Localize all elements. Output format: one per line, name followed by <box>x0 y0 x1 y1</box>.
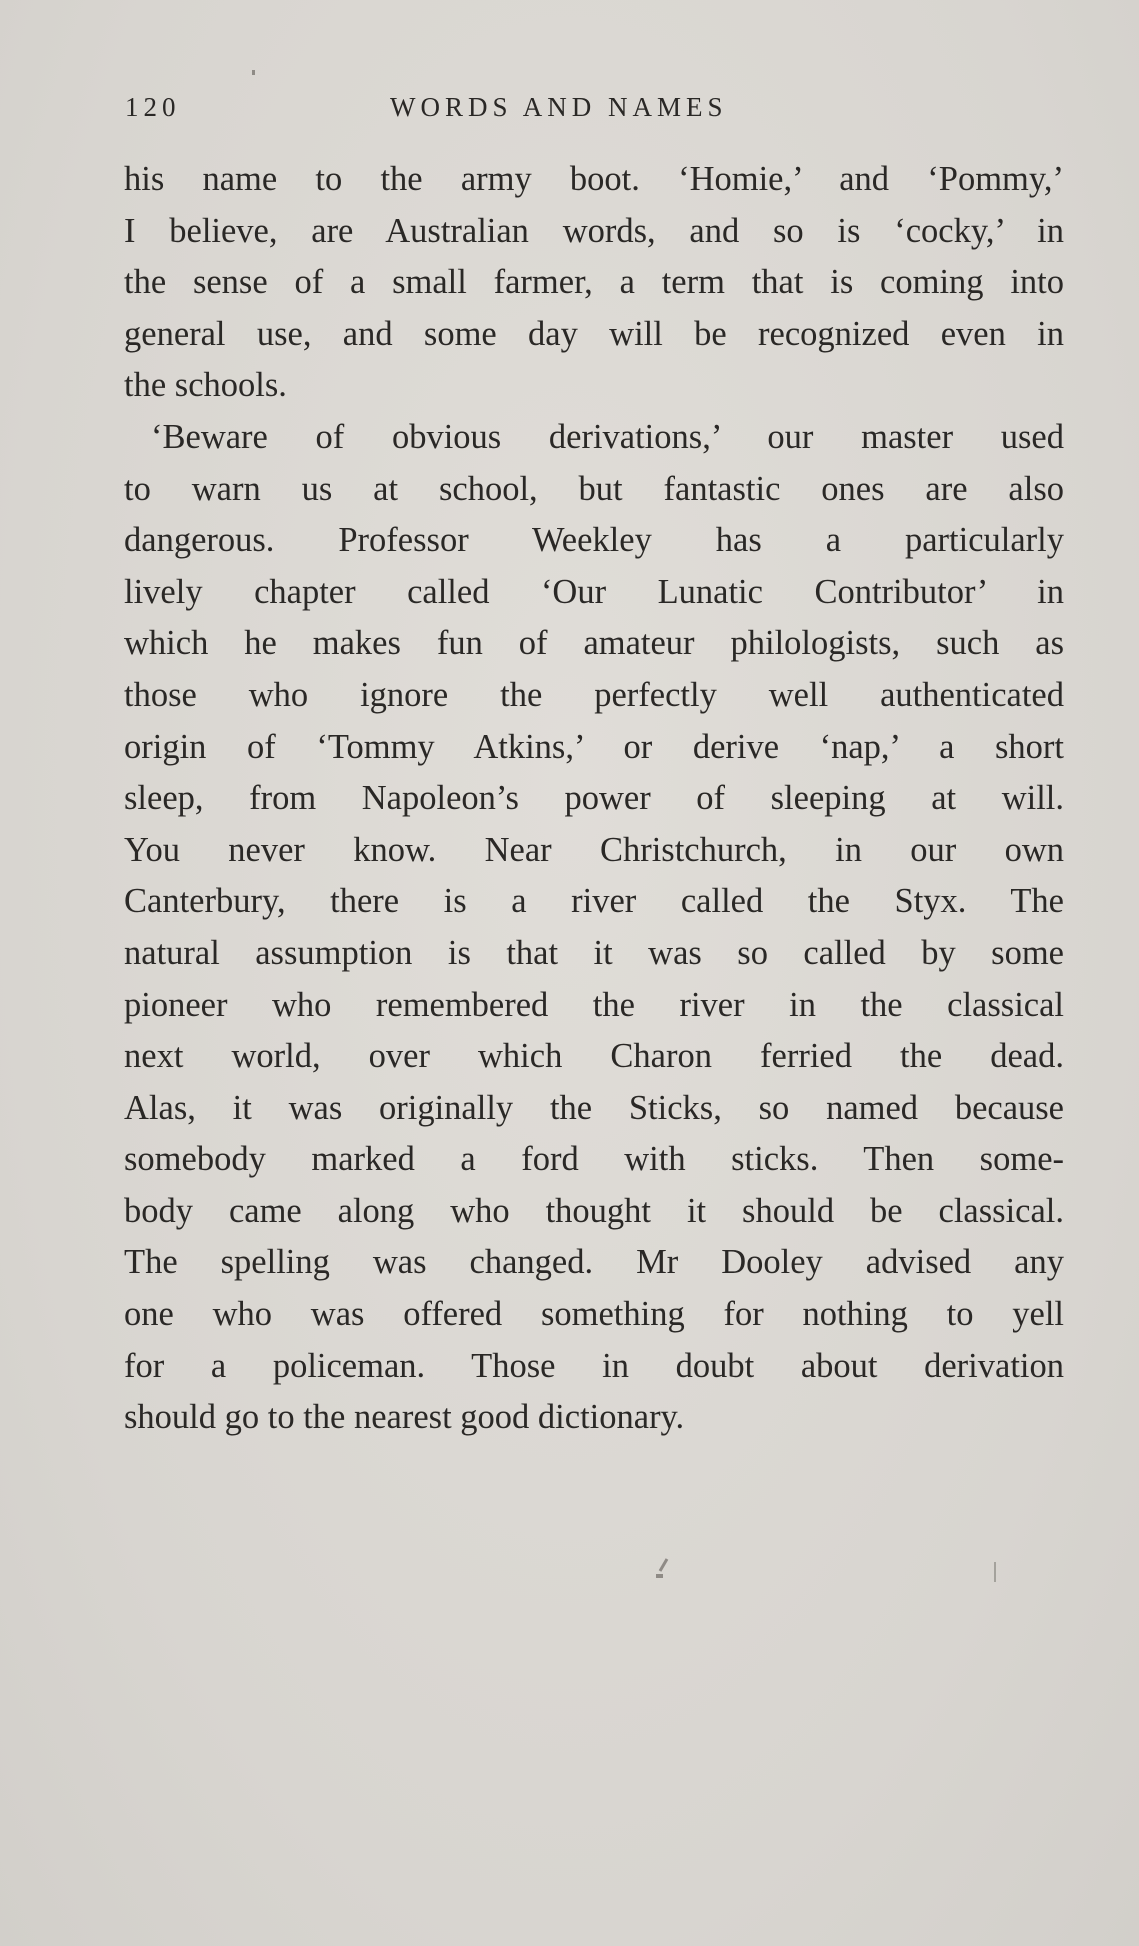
body-text <box>124 154 1064 1444</box>
paper-speck <box>659 1558 669 1572</box>
running-title: WORDS AND NAMES <box>390 92 728 122</box>
text-line: ‘Beware of obvious derivations,’ our master used <box>151 417 1064 456</box>
text-line: general use, and some day will be recognized even in <box>124 314 1064 353</box>
text-line: I believe, are Australian words, and so is ‘cocky,’ in <box>124 211 1064 250</box>
running-head <box>125 92 815 126</box>
text-line: the sense of a small farmer, a term that is coming into <box>124 263 1064 302</box>
text-line: those who ignore the perfectly well authenticated <box>124 675 1064 714</box>
text-line: dangerous. Professor Weekley has a particularly <box>124 521 1064 560</box>
text-line: sleep, from Napoleon’s power of sleeping at will. <box>124 779 1064 818</box>
text-line: lively chapter called ‘Our Lunatic Contributor’ in <box>124 572 1064 611</box>
text-line: for a policeman. Those in doubt about derivation <box>124 1346 1064 1385</box>
paper-speck <box>994 1562 996 1582</box>
text-line: the schools. <box>124 366 287 405</box>
text-line: Canterbury, there is a river called the Styx. The <box>124 882 1064 921</box>
text-line: Alas, it was originally the Sticks, so named because <box>124 1088 1064 1127</box>
text-line: The spelling was changed. Mr Dooley advised any <box>124 1243 1064 1282</box>
text-line: somebody marked a ford with sticks. Then some- <box>124 1140 1064 1179</box>
text-line: his name to the army boot. ‘Homie,’ and ‘Pommy,’ <box>124 160 1064 198</box>
page-number: 120 <box>125 92 181 122</box>
paper-speck <box>252 70 255 75</box>
text-line: natural assumption is that it was so called by some <box>124 933 1064 972</box>
text-line: to warn us at school, but fantastic ones are also <box>124 469 1064 508</box>
text-line: one who was offered something for nothing to yell <box>124 1295 1064 1334</box>
paper-speck <box>656 1574 663 1578</box>
text-line: You never know. Near Christchurch, in our own <box>124 830 1064 869</box>
text-line: origin of ‘Tommy Atkins,’ or derive ‘nap,’ a short <box>124 727 1064 766</box>
text-line: which he makes fun of amateur philologists, such as <box>124 624 1064 663</box>
text-line: should go to the nearest good dictionary. <box>124 1398 685 1437</box>
text-line: next world, over which Charon ferried the dead. <box>124 1037 1064 1076</box>
text-line: body came along who thought it should be classical. <box>124 1191 1064 1230</box>
text-line: pioneer who remembered the river in the classical <box>124 985 1064 1024</box>
